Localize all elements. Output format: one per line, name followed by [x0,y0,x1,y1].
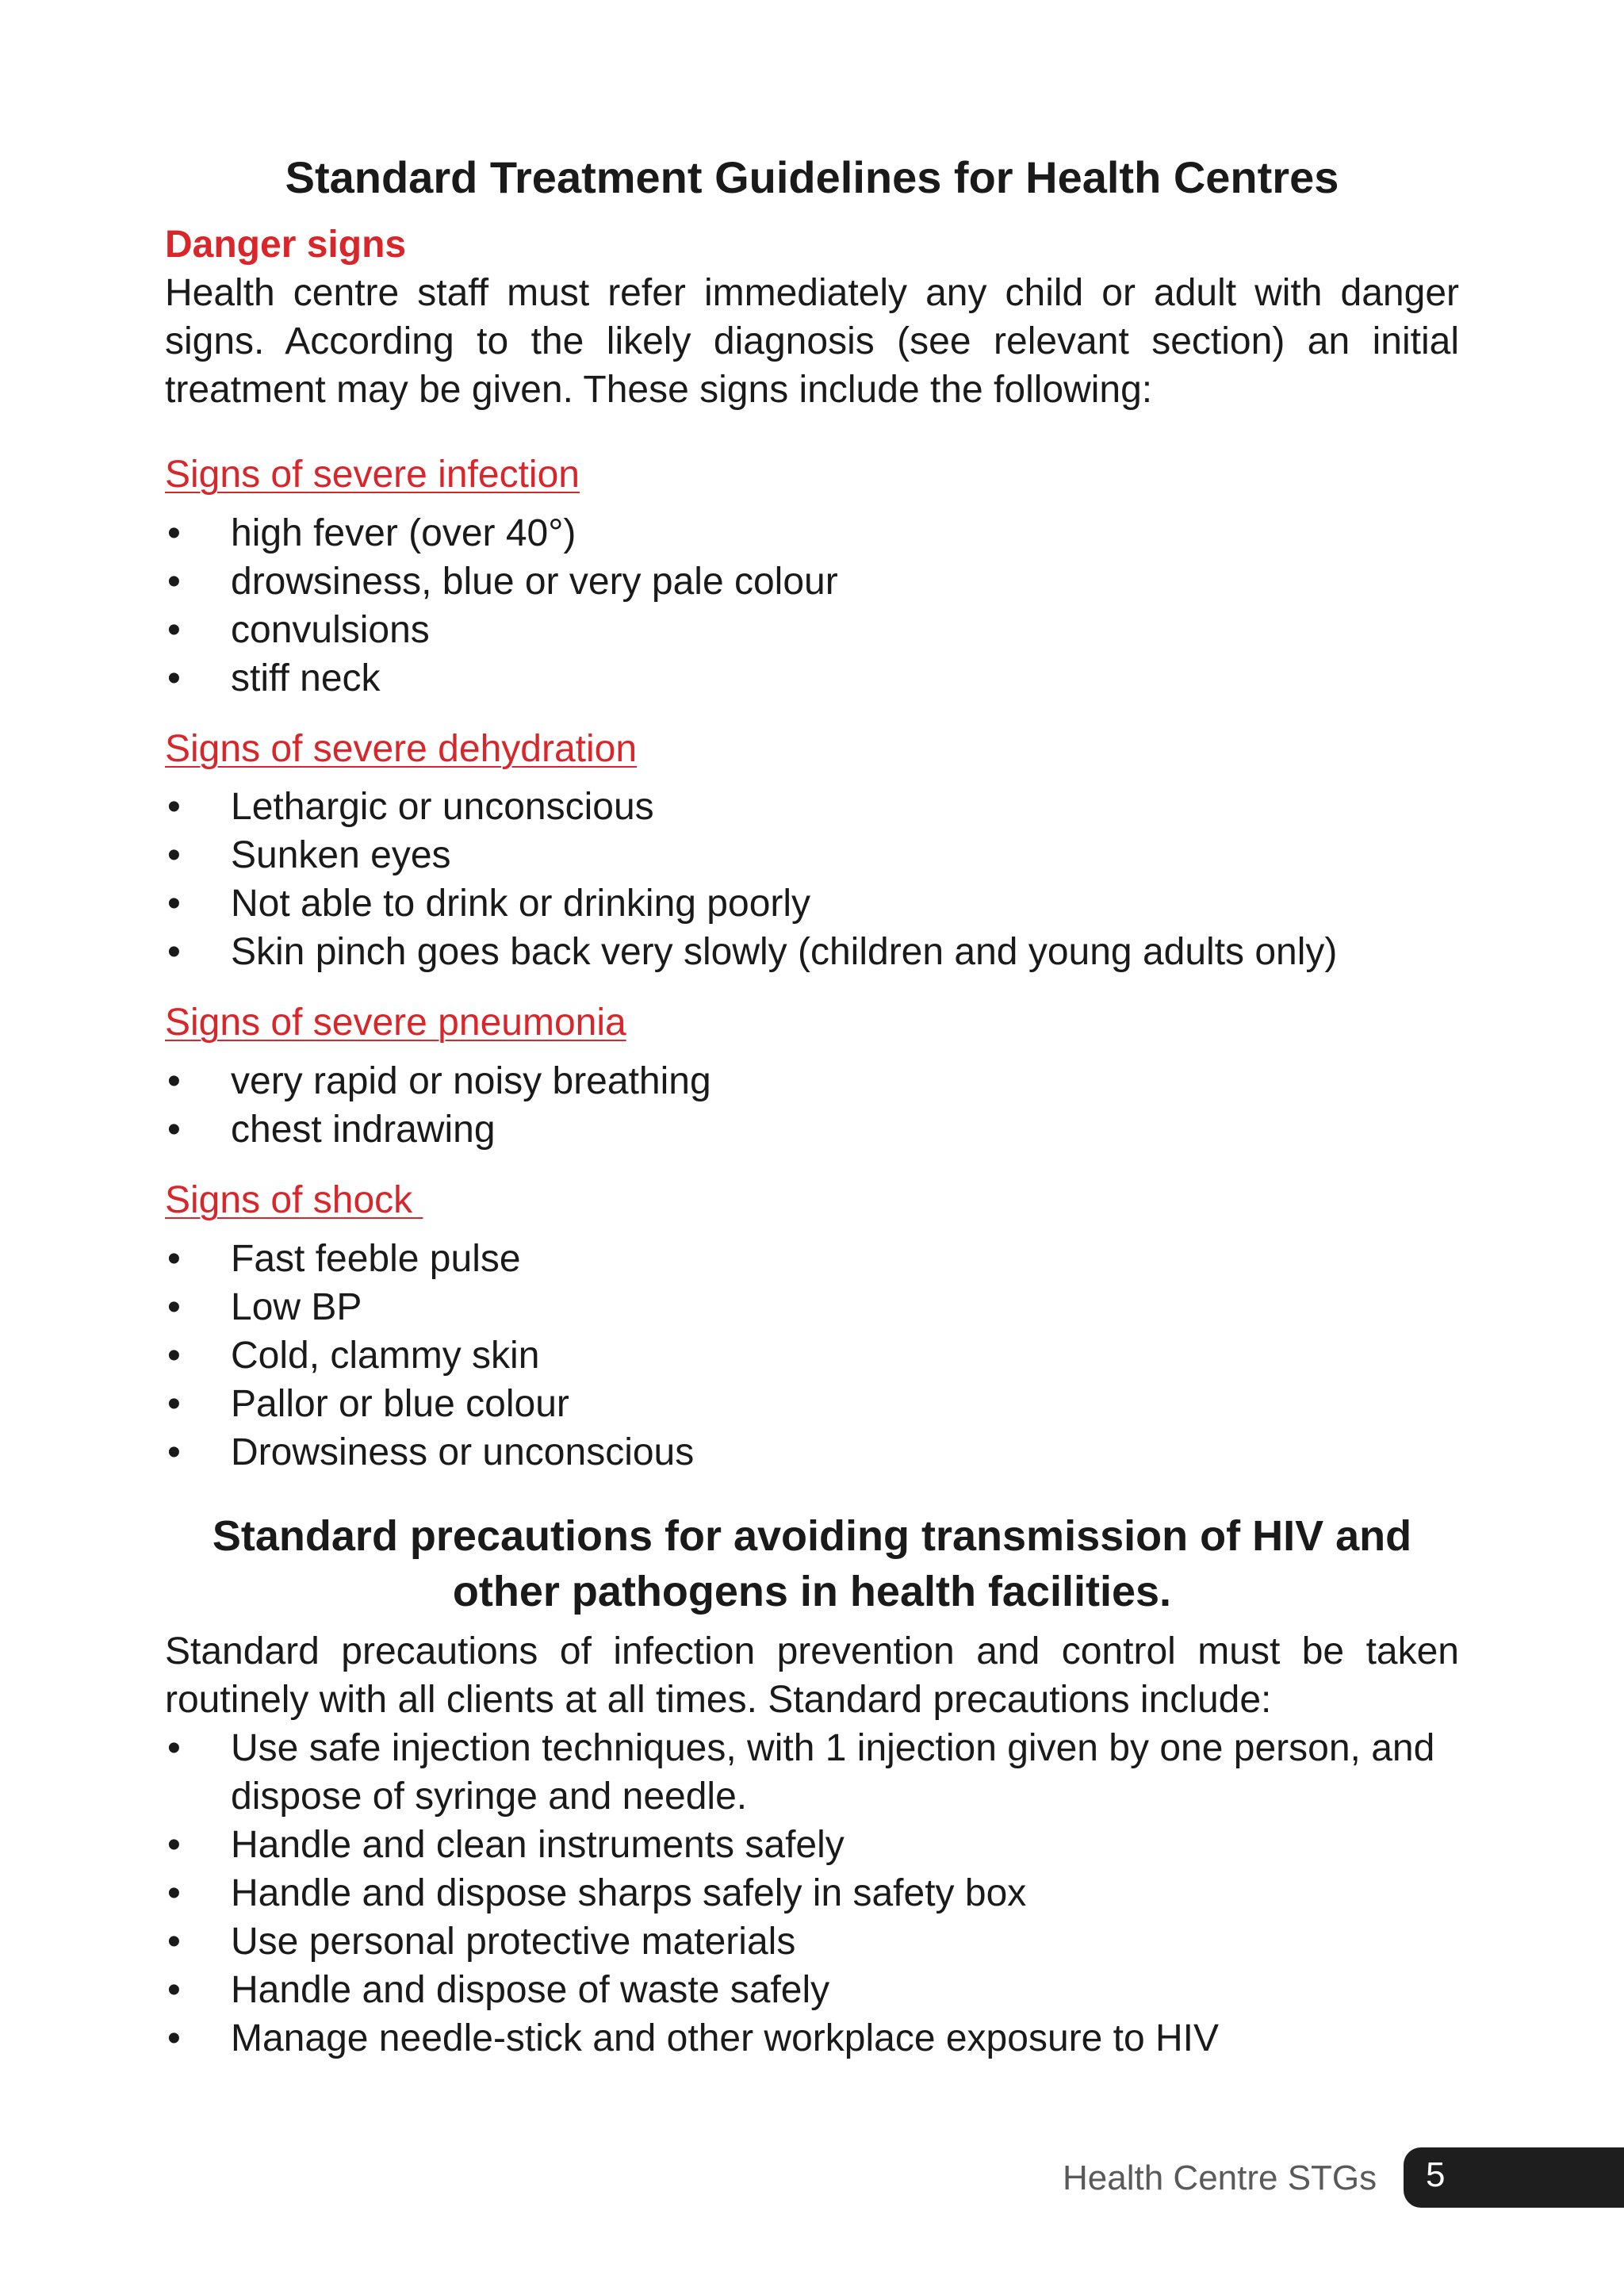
list-item [165,831,1459,879]
precautions-title [165,1508,1459,1619]
list-item-text: chest indrawing [231,1108,496,1151]
page-content [165,151,1459,2086]
list-item-text: Handle and dispose of waste safely [231,1968,830,2011]
list-item-text: convulsions [231,608,430,651]
list-item [165,1966,1459,2014]
bullet-icon: • [167,786,181,829]
list-item [165,1105,1459,1154]
sign-group-heading: Signs of severe dehydration [165,727,638,770]
bullet-icon: • [167,560,181,603]
bullet-icon: • [167,511,181,554]
precautions-section [165,1508,1459,2063]
bullet-icon: • [167,1382,181,1425]
bullet-icon: • [167,1334,181,1377]
bullet-icon: • [167,834,181,877]
list-item-text: high fever (over 40°) [231,511,576,554]
sign-list [165,509,1459,703]
sign-group-severe-infection [165,452,1459,703]
list-item [165,509,1459,557]
page-number: 5 [1426,2155,1446,2194]
list-item-text: Use safe injection techniques, with 1 injection given by one person, and dispose of syringe and needle. [231,1726,1435,1818]
list-item [165,1380,1459,1428]
page-number-tab [1404,2147,1624,2208]
list-item [165,1724,1459,1821]
bullet-icon: • [167,1823,181,1866]
list-item-text: Skin pinch goes back very slowly (children and young adults only) [231,931,1338,974]
list-item-text: Cold, clammy skin [231,1334,540,1377]
list-item-text: very rapid or noisy breathing [231,1059,711,1102]
list-item-text: Drowsiness or unconscious [231,1431,695,1473]
bullet-icon: • [167,1968,181,2011]
sign-list [165,1235,1459,1477]
list-item [165,1235,1459,1283]
list-item-text: Low BP [231,1285,362,1328]
sign-group-heading: Signs of severe pneumonia [165,1002,626,1044]
list-item [165,928,1459,976]
list-item-text: Not able to drink or drinking poorly [231,883,811,925]
bullet-icon: • [167,608,181,651]
precautions-title-line1: Standard precautions for avoiding transmission of HIV and [212,1511,1412,1560]
list-item-text: Sunken eyes [231,834,451,877]
precautions-title-line2: other pathogens in health facilities. [452,1567,1172,1615]
bullet-icon: • [167,1059,181,1102]
list-item [165,557,1459,606]
list-item [165,1917,1459,1966]
list-item [165,783,1459,831]
precautions-list [165,1724,1459,2063]
sign-group-shock [165,1178,1459,1477]
sign-list [165,783,1459,976]
sign-group-severe-dehydration [165,726,1459,977]
bullet-icon: • [167,1285,181,1328]
list-item [165,1057,1459,1105]
list-item-text: Handle and dispose sharps safely in safety box [231,1871,1027,1914]
page-footer [1055,2141,1624,2208]
list-item [165,1428,1459,1477]
bullet-icon: • [167,657,181,699]
precautions-intro: Standard precautions of infection prevention and control must be taken routinely with all clients at all times. Standard precautions include: [165,1630,1459,1721]
list-item [165,1821,1459,1869]
list-item-text: Lethargic or unconscious [231,786,654,829]
bullet-icon: • [167,1726,181,1769]
list-item-text: Use personal protective materials [231,1920,796,1963]
list-item [165,1869,1459,1917]
bullet-icon: • [167,883,181,925]
list-item [165,654,1459,703]
bullet-icon: • [167,1920,181,1963]
footer-label: Health Centre STGs [1063,2159,1377,2197]
page-title: Standard Treatment Guidelines for Health Centres [285,152,1339,202]
list-item-text: Manage needle-stick and other workplace exposure to HIV [231,2017,1220,2059]
bullet-icon: • [167,1108,181,1151]
danger-signs-intro: Health centre staff must refer immediately any child or adult with danger signs. According to the likely diagnosis (see relevant section) an initial treatment may be given. These signs include the following: [165,272,1459,412]
bullet-icon: • [167,1431,181,1473]
sign-list [165,1057,1459,1154]
list-item [165,2014,1459,2063]
list-item-text: drowsiness, blue or very pale colour [231,560,838,603]
sign-group-heading: Signs of shock [165,1178,423,1221]
sign-group-heading: Signs of severe infection [165,454,580,496]
bullet-icon: • [167,2017,181,2059]
list-item-text: stiff neck [231,657,381,699]
danger-signs-heading: Danger signs [165,224,407,266]
list-item-text: Handle and clean instruments safely [231,1823,845,1866]
sign-group-severe-pneumonia [165,1000,1459,1154]
list-item [165,606,1459,654]
bullet-icon: • [167,1871,181,1914]
list-item-text: Fast feeble pulse [231,1237,521,1280]
list-item [165,879,1459,928]
list-item-text: Pallor or blue colour [231,1382,569,1425]
bullet-icon: • [167,1237,181,1280]
list-item [165,1283,1459,1331]
list-item [165,1331,1459,1380]
bullet-icon: • [167,931,181,974]
